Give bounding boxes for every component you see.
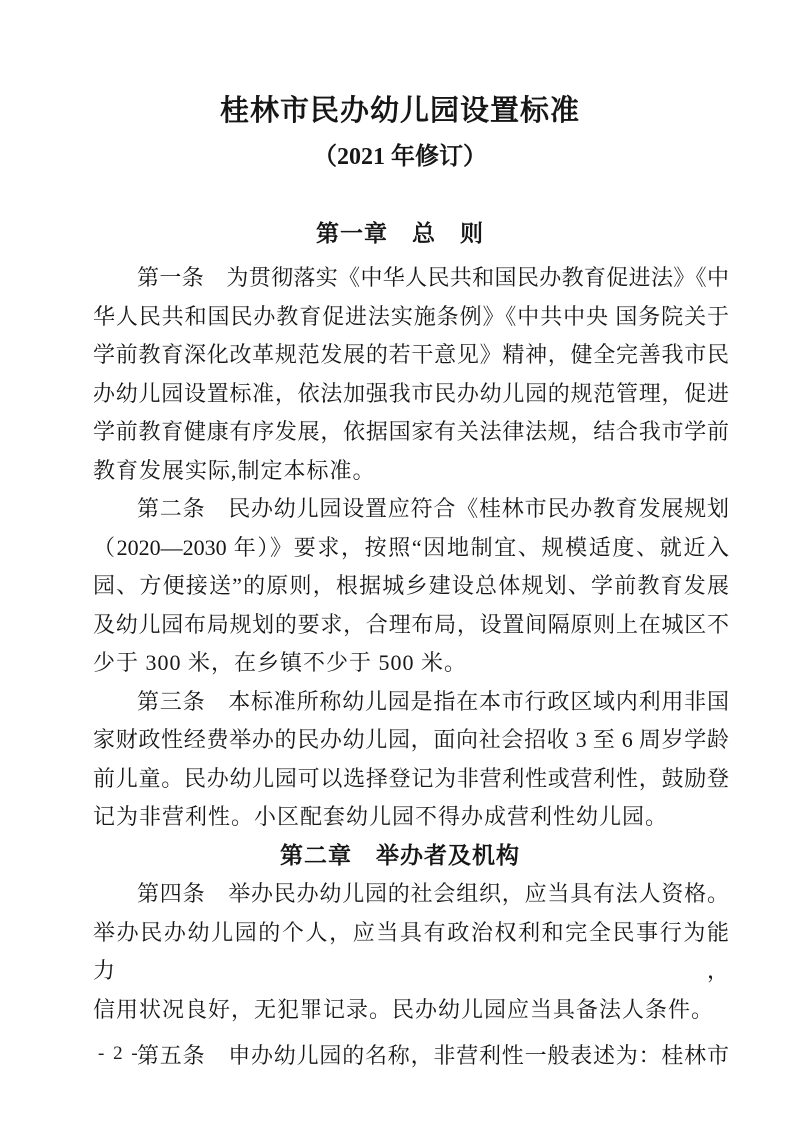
body-text-line: 学前教育健康有序发展，依据国家有关法律法规，结合我市学前 xyxy=(93,419,729,444)
chapter-one-heading: 第一章 总 则 xyxy=(316,221,484,246)
body-text-line: 第四条 举办民办幼儿园的社会组织，应当具有法人资格。 xyxy=(137,881,729,906)
page-number: - 2 - xyxy=(98,1043,140,1064)
body-text-line: 办幼儿园设置标准，依法加强我市民办幼儿园的规范管理，促进 xyxy=(93,380,729,406)
body-text-line: 第五条 申办幼儿园的名称，非营利性一般表述为：桂林市 xyxy=(137,1043,729,1068)
body-text-line: 家财政性经费举办的民办幼儿园，面向社会招收 3 至 6 周岁学龄 xyxy=(93,727,729,752)
body-text-line: 第一条 为贯彻落实《中华人民共和国民办教育促进法》《中 xyxy=(137,265,729,290)
body-text-line: 前儿童。民办幼儿园可以选择登记为非营利性或营利性，鼓励登 xyxy=(93,765,729,791)
body-text-line: 记为非营利性。小区配套幼儿园不得办成营利性幼儿园。 xyxy=(93,804,669,829)
body-text-line: 举办民办幼儿园的个人，应当具有政治权利和完全民事行为能力， xyxy=(93,919,729,983)
body-text-line: 及幼儿园布局规划的要求，合理布局，设置间隔原则上在城区不 xyxy=(93,611,729,637)
body-text-line: 第二条 民办幼儿园设置应符合《桂林市民办教育发展规划 xyxy=(137,496,729,521)
body-text-line: 园、方便接送”的原则，根据城乡建设总体规划、学前教育发展 xyxy=(93,573,729,598)
document-subtitle: （2021 年修订） xyxy=(313,144,487,170)
body-text-line: 信用状况良好，无犯罪记录。民办幼儿园应当具备法人条件。 xyxy=(93,996,715,1022)
body-text-line: 第三条 本标准所称幼儿园是指在本市行政区域内利用非国 xyxy=(137,688,729,714)
chapter-two-heading: 第二章 举办者及机构 xyxy=(280,842,520,868)
chapter-one-body xyxy=(93,259,729,837)
body-text-line: 少于 300 米，在乡镇不少于 500 米。 xyxy=(93,650,468,675)
body-text-line: 教育发展实际,制定本标准。 xyxy=(93,457,376,483)
chapter-two-body xyxy=(93,875,729,1076)
body-text-line: （2020—2030 年）》要求，按照“因地制宜、规模适度、就近入 xyxy=(93,534,729,560)
body-text-line: 学前教育深化改革规范发展的若干意见》精神，健全完善我市民 xyxy=(93,342,729,367)
body-text-line: 华人民共和国民办教育促进法实施条例》《中共中央 国务院关于 xyxy=(93,303,729,329)
document-title: 桂林市民办幼儿园设置标准 xyxy=(219,95,580,127)
